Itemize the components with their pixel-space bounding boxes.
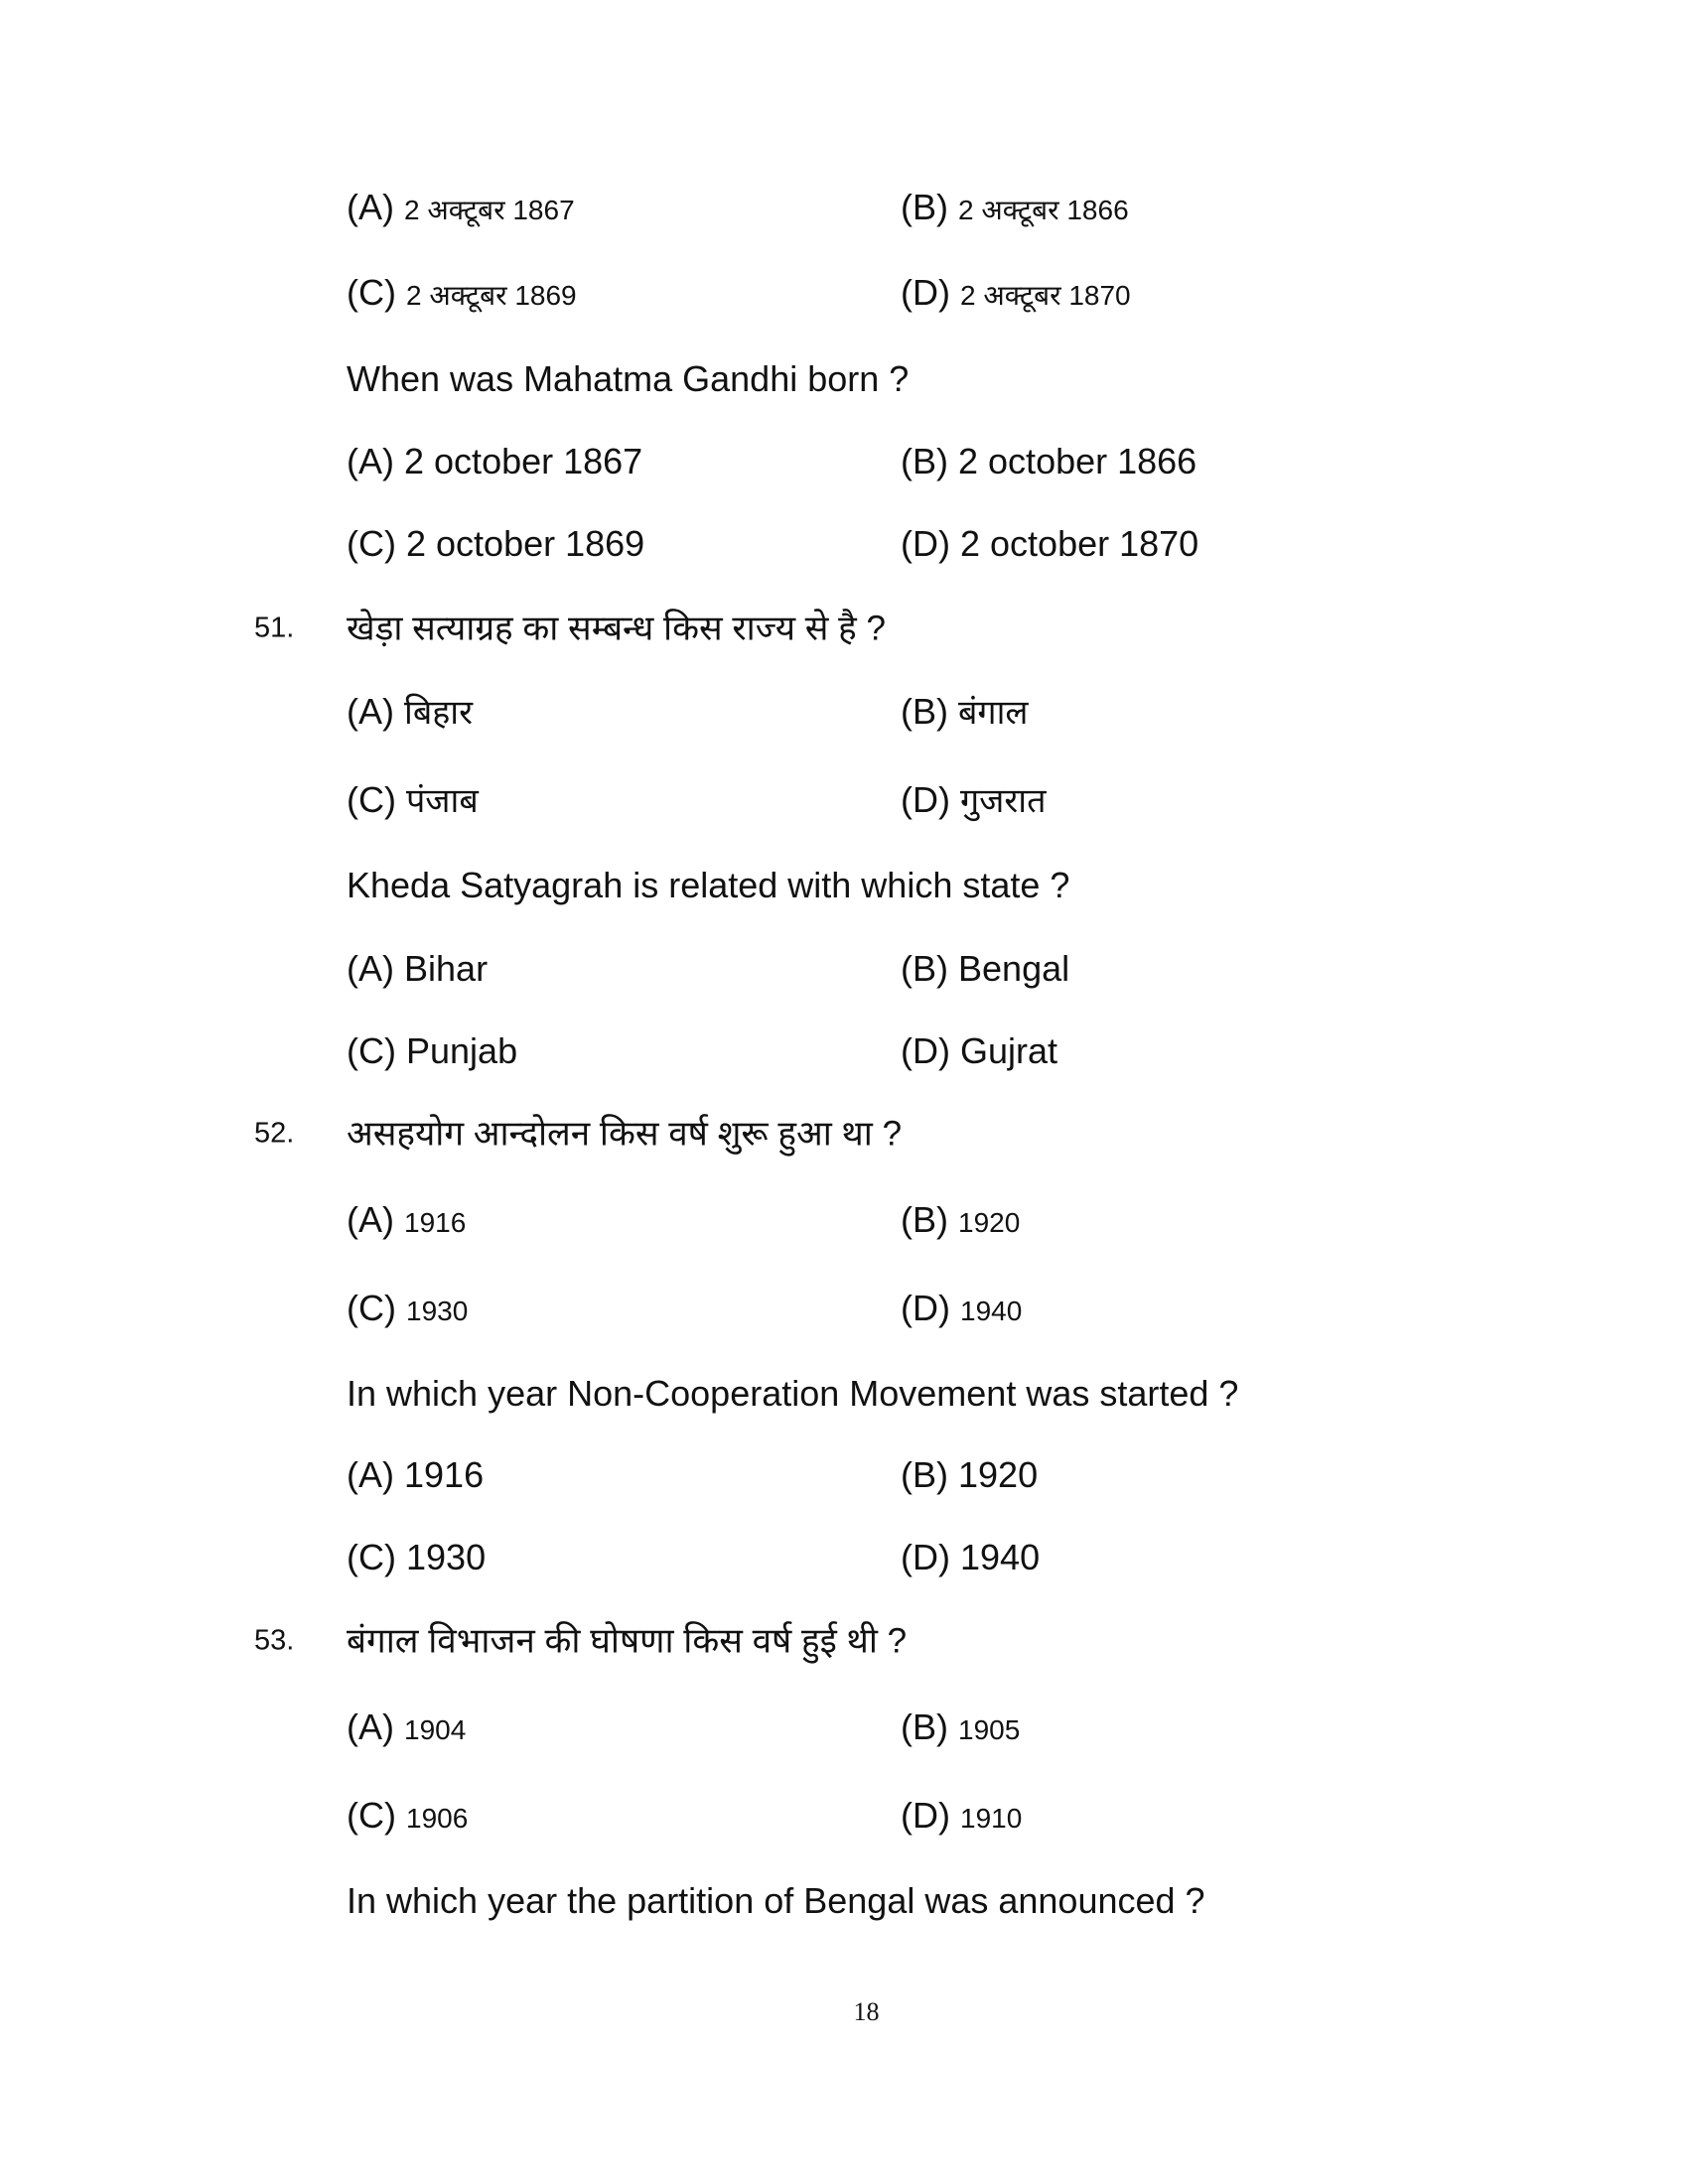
answer-option (347, 1454, 485, 1495)
question-text-english: When was Mahatma Gandhi born ? (347, 358, 910, 399)
option-value: 1906 (406, 1803, 469, 1834)
answer-option (901, 691, 1029, 732)
answer-option (901, 779, 1047, 820)
option-label: (A) (347, 691, 394, 732)
question-text-hindi: बंगाल विभाजन की घोषणा किस वर्ष हुई थी ? (347, 1621, 908, 1661)
option-label: (D) (901, 779, 950, 820)
question-text-english: In which year Non-Cooperation Movement was started ? (347, 1373, 1239, 1414)
answer-option (347, 1288, 469, 1328)
option-value: 1905 (958, 1714, 1021, 1745)
answer-option (347, 187, 575, 227)
option-value: बंगाल (958, 694, 1029, 732)
answer-option (901, 1537, 1041, 1577)
option-value: 1910 (960, 1803, 1023, 1834)
answer-option (347, 691, 474, 732)
option-value: 1920 (958, 1207, 1021, 1238)
answer-option (901, 1454, 1039, 1495)
option-label: (B) (901, 691, 948, 732)
option-label: (C) (347, 779, 396, 820)
option-label: (D) (901, 523, 950, 564)
answer-option (901, 1199, 1021, 1240)
option-value: 2 october 1870 (960, 523, 1199, 564)
answer-option (347, 1030, 518, 1071)
answer-option (347, 1795, 469, 1836)
option-label: (C) (347, 523, 396, 564)
option-label: (C) (347, 1537, 396, 1577)
answer-option (901, 1030, 1058, 1071)
answer-option (347, 1199, 467, 1240)
option-label: (D) (901, 1030, 950, 1071)
option-value: 2 october 1869 (406, 523, 645, 564)
option-value: 1904 (404, 1714, 467, 1745)
option-label: (B) (901, 948, 948, 989)
answer-option (901, 1795, 1023, 1836)
option-value: Gujrat (960, 1030, 1058, 1071)
answer-option (347, 272, 577, 313)
option-label: (B) (901, 1199, 948, 1240)
answer-option (901, 441, 1197, 481)
option-label: (A) (347, 441, 394, 481)
page-number: 18 (853, 1997, 880, 2026)
option-value: 1916 (404, 1454, 485, 1495)
answer-option (347, 948, 489, 989)
option-value: 1930 (406, 1537, 487, 1577)
option-label: (B) (901, 1706, 948, 1747)
option-label: (B) (901, 1454, 948, 1495)
option-label: (C) (347, 1795, 396, 1836)
option-value: Bihar (404, 948, 489, 989)
answer-option (347, 1706, 467, 1747)
option-label: (D) (901, 1795, 950, 1836)
answer-option (347, 1537, 487, 1577)
answer-option (901, 1288, 1023, 1328)
option-label: (A) (347, 187, 394, 227)
option-value: 2 अक्टूबर 1870 (960, 280, 1131, 311)
option-label: (A) (347, 1199, 394, 1240)
answer-option (901, 948, 1070, 989)
option-value: गुजरात (960, 782, 1047, 820)
answer-option (901, 187, 1129, 227)
question-text-english: In which year the partition of Bengal was announced ? (347, 1880, 1205, 1921)
option-value: 2 october 1867 (404, 441, 643, 481)
option-value: 2 अक्टूबर 1866 (958, 195, 1129, 225)
question-number: 52. (254, 1117, 295, 1150)
option-label: (A) (347, 948, 394, 989)
option-value: 2 october 1866 (958, 441, 1197, 481)
option-label: (C) (347, 1030, 396, 1071)
option-value: 1930 (406, 1296, 469, 1326)
option-value: 1940 (960, 1296, 1023, 1326)
option-value: 1940 (960, 1537, 1041, 1577)
option-value: पंजाब (406, 782, 479, 820)
option-value: 2 अक्टूबर 1867 (404, 195, 575, 225)
option-value: Bengal (958, 948, 1070, 989)
option-value: 1916 (404, 1207, 467, 1238)
option-label: (B) (901, 187, 948, 227)
option-label: (D) (901, 1288, 950, 1328)
option-label: (C) (347, 272, 396, 313)
option-value: बिहार (404, 694, 474, 732)
question-number: 51. (254, 612, 295, 644)
answer-option (347, 779, 479, 820)
option-label: (C) (347, 1288, 396, 1328)
question-number: 53. (254, 1624, 295, 1657)
option-value: 2 अक्टूबर 1869 (406, 280, 577, 311)
answer-option (901, 272, 1131, 313)
option-label: (D) (901, 272, 950, 313)
option-label: (A) (347, 1706, 394, 1747)
answer-option (347, 523, 645, 564)
option-value: 1920 (958, 1454, 1039, 1495)
option-label: (B) (901, 441, 948, 481)
question-text-hindi: खेड़ा सत्याग्रह का सम्बन्ध किस राज्य से है ? (347, 609, 886, 648)
option-label: (D) (901, 1537, 950, 1577)
answer-option (347, 441, 643, 481)
answer-option (901, 523, 1199, 564)
option-value: Punjab (406, 1030, 518, 1071)
question-text-hindi: असहयोग आन्दोलन किस वर्ष शुरू हुआ था ? (347, 1114, 903, 1154)
option-label: (A) (347, 1454, 394, 1495)
answer-option (901, 1706, 1021, 1747)
question-text-english: Kheda Satyagrah is related with which state ? (347, 865, 1070, 905)
